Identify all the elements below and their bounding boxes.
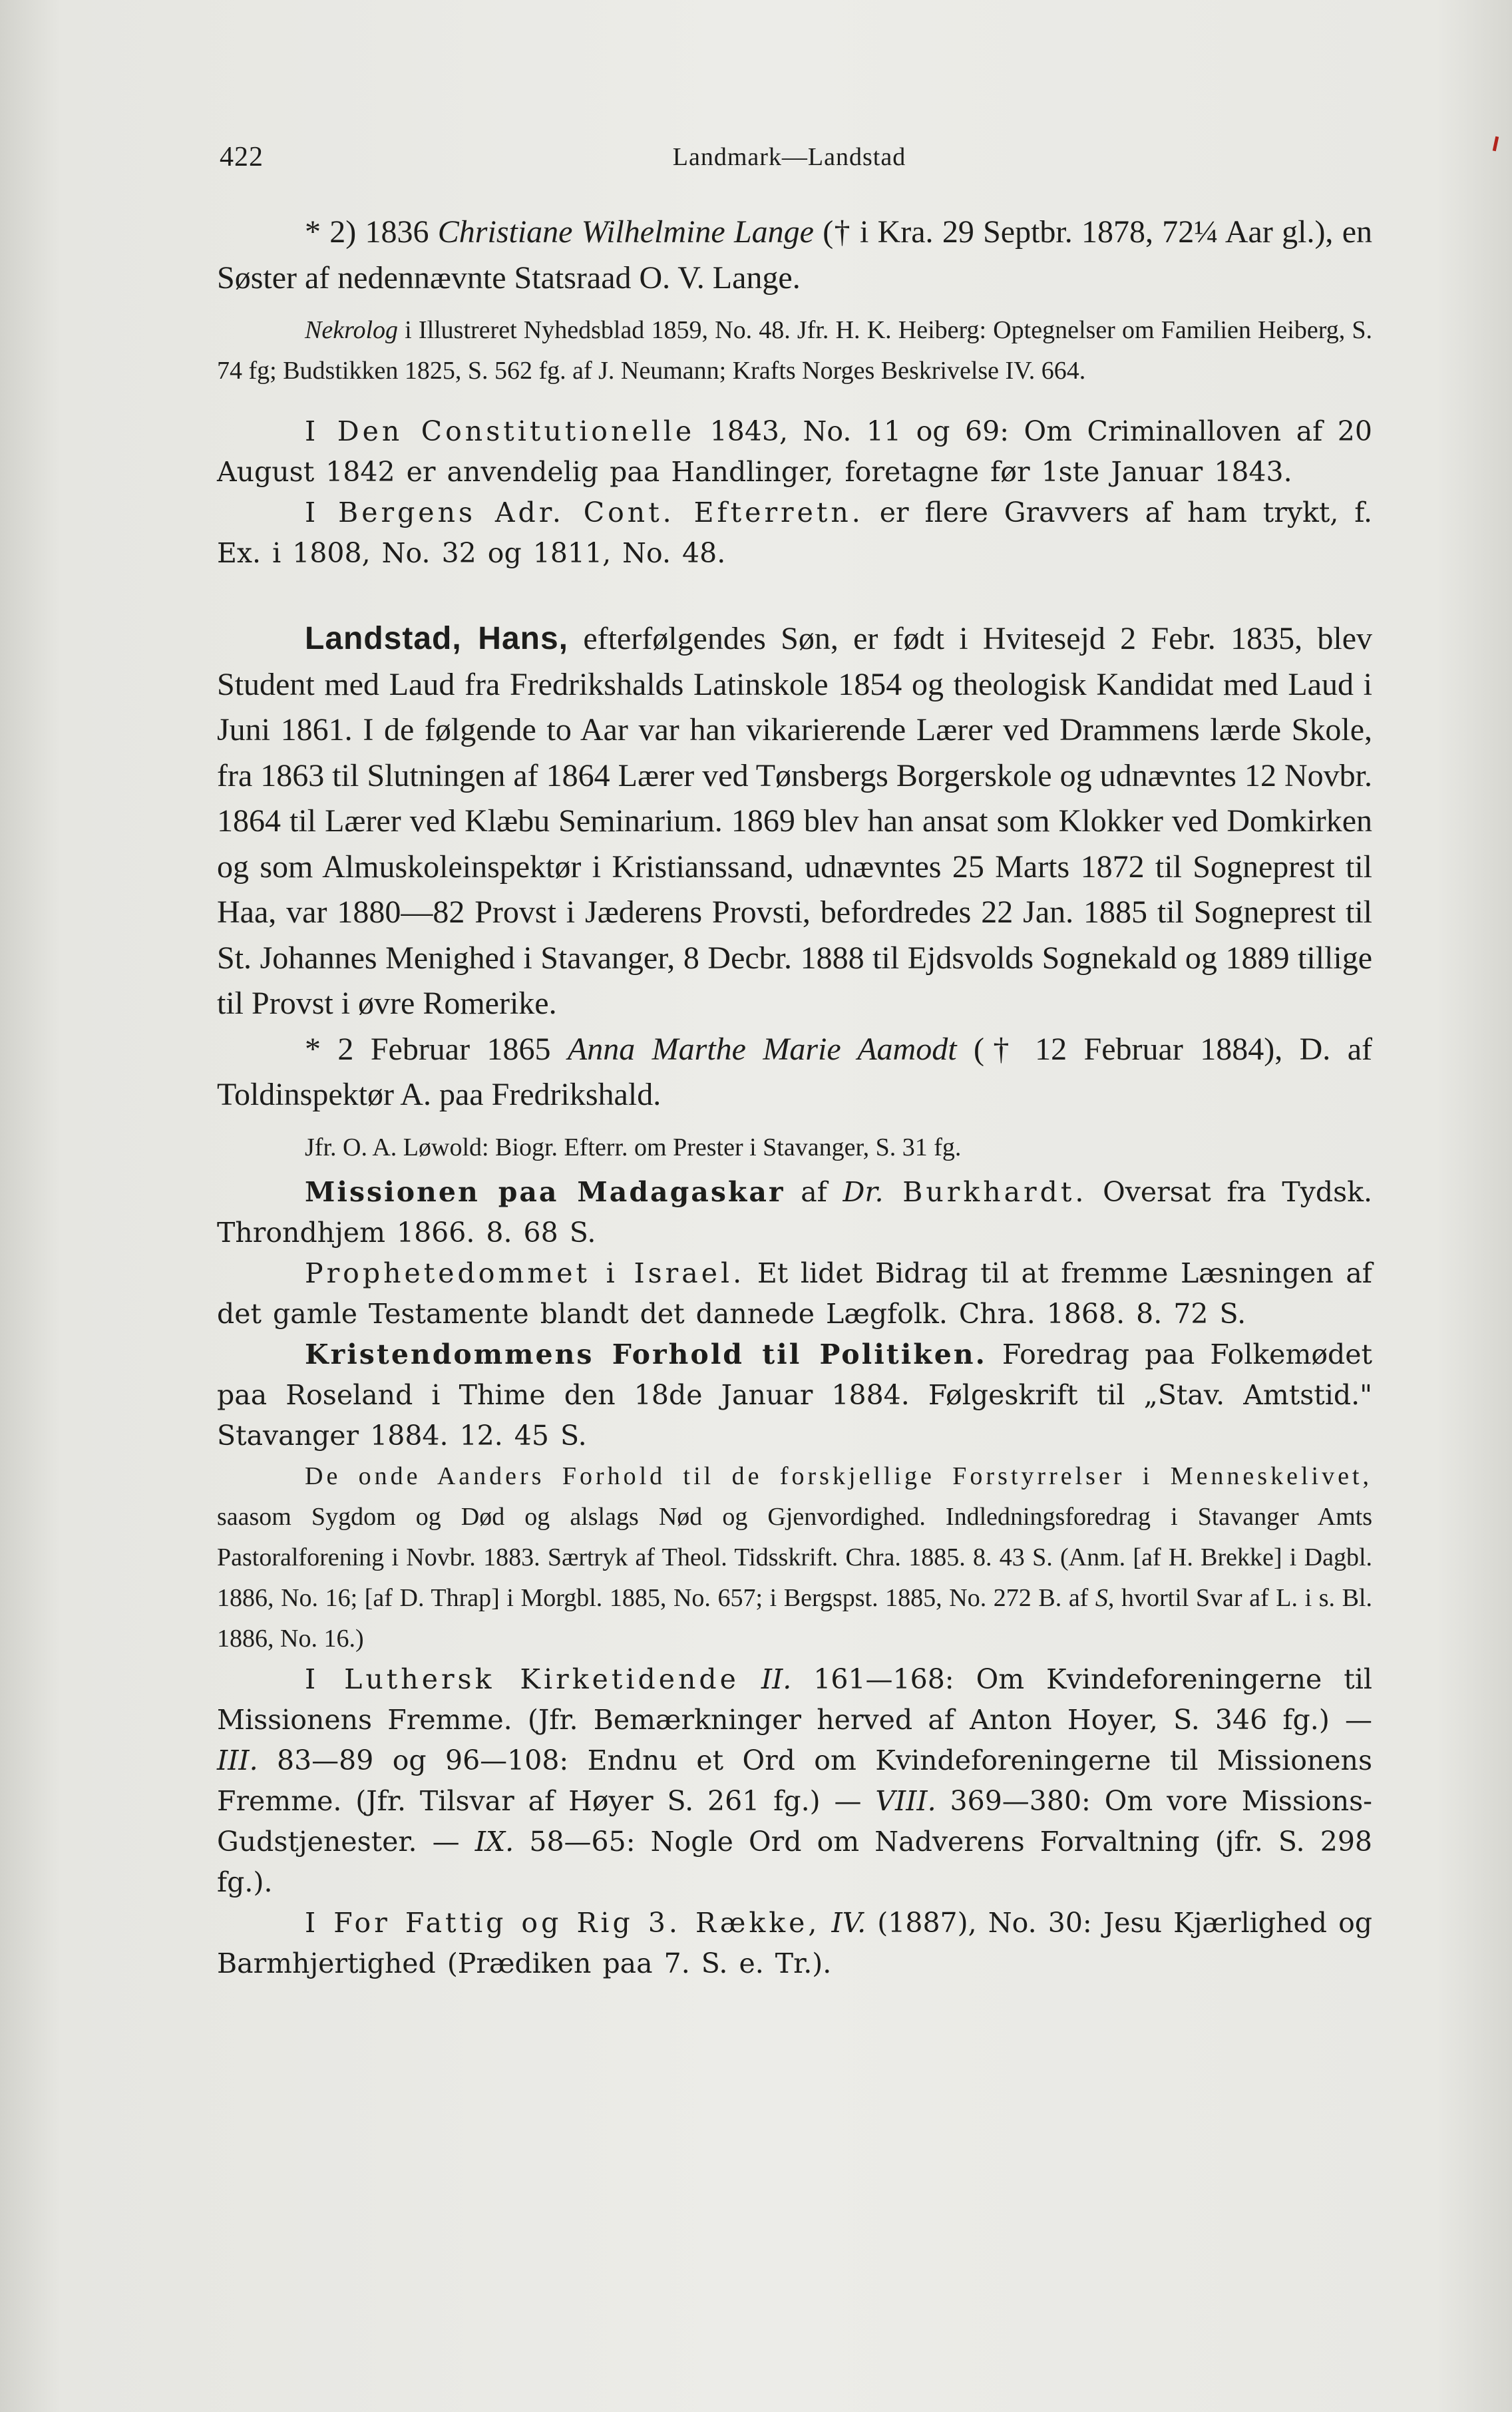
spouse-name: Anna Marthe Marie Aamodt	[567, 1031, 957, 1067]
volume-number: III.	[217, 1744, 258, 1776]
work-text: 83—89 og 96—108: Endnu et Ord om Kvindeforeningerne til Missionens Fremme. (Jfr. Tilsvar af Høyer S. 261 fg.) —	[217, 1744, 1372, 1817]
entry-bio: efterfølgendes Søn, er født i Hvitesejd 2 Febr. 1835, blev Student med Laud fra Fredrikshalds Latinskole 1854 og theologisk Kandidat med Laud i Juni 1861. I de følgende to Aar var han vikarierende Lærer ved Drammens lærde Skole, fra 1863 til Slutningen af 1864 Lærer ved Tønsbergs Borgerskole og udnævntes 12 Novbr. 1864 til Lærer ved Klæbu Seminarium. 1869 blev han ansat som Klokker ved Domkirken og som Almuskoleinspektør i Kristianssand, udnævntes 25 Marts 1872 til Sogneprest til Haa, var 1880—82 Provst i Jæderens Provsti, befordredes 22 Jan. 1885 til Sogneprest til St. Johannes Menighed i Stavanger, 8 Decbr. 1888 til Ejdsvolds Sognekald og 1889 tillige til Provst i øvre Romerike.	[217, 621, 1373, 1021]
work-text: Foredrag paa Folkemødet paa Roseland i Thime den 18de Januar 1884. Følgeskrift til „Stav. Amtstid." Stavanger 1884. 12. 45 S.	[217, 1338, 1372, 1452]
work-item	[217, 1172, 1372, 1253]
work-text: 161—168: Om Kvindeforeningerne til Missionens Fremme. (Jfr. Bemærkninger herved af Anton Hoyer, S. 346 fg.) —	[217, 1663, 1372, 1736]
page-body	[217, 210, 1372, 1984]
publication-title: I Den Constitutionelle	[305, 415, 695, 447]
work-text: S	[1095, 1583, 1108, 1612]
work-author: Burkhardt.	[883, 1175, 1087, 1208]
publication-rest: 1843, No. 11 og 69: Om Criminalloven af 20 August 1842 er anvendelig paa Handlinger, foretagne før 1ste Januar 1843.	[217, 415, 1372, 488]
work-title: Prophetedommet i Israel.	[305, 1257, 745, 1289]
spouse-name: Christiane Wilhelmine Lange	[437, 214, 814, 250]
marriage-rest: († i Kra. 29 Septbr. 1878, 72¼ Aar gl.), en Søster af nedennævnte Statsraad O. V. Lange.	[217, 214, 1373, 296]
work-item	[217, 1903, 1372, 1984]
work-item	[217, 1456, 1372, 1659]
work-title: I For Fattig og Rig 3. Række,	[305, 1906, 821, 1939]
marriage-lead: * 2) 1836	[305, 214, 438, 250]
entry-name: Landstad, Hans,	[305, 621, 569, 656]
work-author: Dr.	[843, 1175, 884, 1208]
work-text: Oversat fra Tydsk. Throndhjem 1866. 8. 68 S.	[217, 1175, 1373, 1249]
work-item	[217, 1659, 1372, 1903]
entry2-source: Jfr. O. A. Løwold: Biogr. Efterr. om Prester i Stavanger, S. 31 fg.	[305, 1133, 962, 1161]
running-head: Landmark—Landstad	[672, 143, 906, 171]
page-header	[220, 141, 1359, 181]
page-number: 422	[220, 142, 264, 172]
work-text: 58—65: Nogle Ord om Nadverens Forvaltning (jfr. S. 298 fg.).	[217, 1825, 1372, 1898]
source-rest: i Illustreret Nyhedsblad 1859, No. 48. Jfr. H. K. Heiberg: Optegnelser om Familien Heiberg, S. 74 fg; Budstikken 1825, S. 562 fg. af J. Neumann; Krafts Norges Beskrivelse IV. 664.	[217, 316, 1372, 385]
work-title: Kristendommens Forhold til Politiken.	[305, 1338, 987, 1370]
marriage-lead: * 2 Februar 1865	[305, 1031, 568, 1067]
entry1-publication-2	[217, 493, 1372, 574]
entry2-marriage	[217, 1027, 1372, 1118]
work-title: De onde Aanders Forhold til de forskjellige Forstyrrelser i Menneskelivet,	[305, 1462, 1372, 1490]
work-text: saasom Sygdom og Død og alslags Nød og Gjenvordighed. Indledningsforedrag i Stavanger Amts Pastoralforening i Novbr. 1883. Særtryk af Theol. Tidsskrift. Chra. 1885. 8. 43 S. (Anm. [af H. Brekke] i Dagbl. 1886, No. 16; [af D. Thrap] i Morgbl. 1885, No. 657; i Bergspst. 1885, No. 272 B. af	[217, 1502, 1372, 1612]
work-item	[217, 1253, 1372, 1334]
marriage-rest: († 12 Februar 1884), D. af Toldinspektør A. paa Fredrikshald.	[217, 1031, 1372, 1112]
entry2-biography	[217, 616, 1372, 1027]
work-text: Et lidet Bidrag til at fremme Læsningen af det gamle Testamente blandt det dannede Lægfolk. Chra. 1868. 8. 72 S.	[217, 1257, 1372, 1330]
entry1-marriage	[217, 210, 1372, 301]
work-text: (1887), No. 30: Jesu Kjærlighed og Barmhjertighed (Prædiken paa 7. S. e. Tr.).	[217, 1906, 1372, 1979]
work-text: , hvortil Svar af L. i s. Bl. 1886, No. 16.)	[217, 1583, 1372, 1653]
ink-mark	[1493, 136, 1499, 152]
volume-number: II.	[739, 1663, 792, 1695]
work-title: I Luthersk Kirketidende	[305, 1663, 739, 1695]
work-text: 369—380: Om vore Missions-Gudstjenester. —	[217, 1784, 1372, 1858]
work-item	[217, 1334, 1372, 1456]
publication-rest: er flere Gravvers af ham trykt, f. Ex. i 1808, No. 32 og 1811, No. 48.	[217, 497, 1372, 569]
publication-title: I Bergens Adr. Cont. Efterretn.	[305, 497, 864, 528]
volume-number: VIII.	[875, 1784, 936, 1817]
entry1-source	[217, 310, 1372, 391]
volume-number: IX.	[474, 1825, 514, 1858]
entry1-publication-1	[217, 411, 1372, 493]
work-text: af	[785, 1175, 843, 1208]
source-word: Nekrolog	[305, 316, 399, 344]
volume-number: IV.	[820, 1906, 866, 1939]
work-title: Missionen paa Madagaskar	[305, 1175, 785, 1208]
